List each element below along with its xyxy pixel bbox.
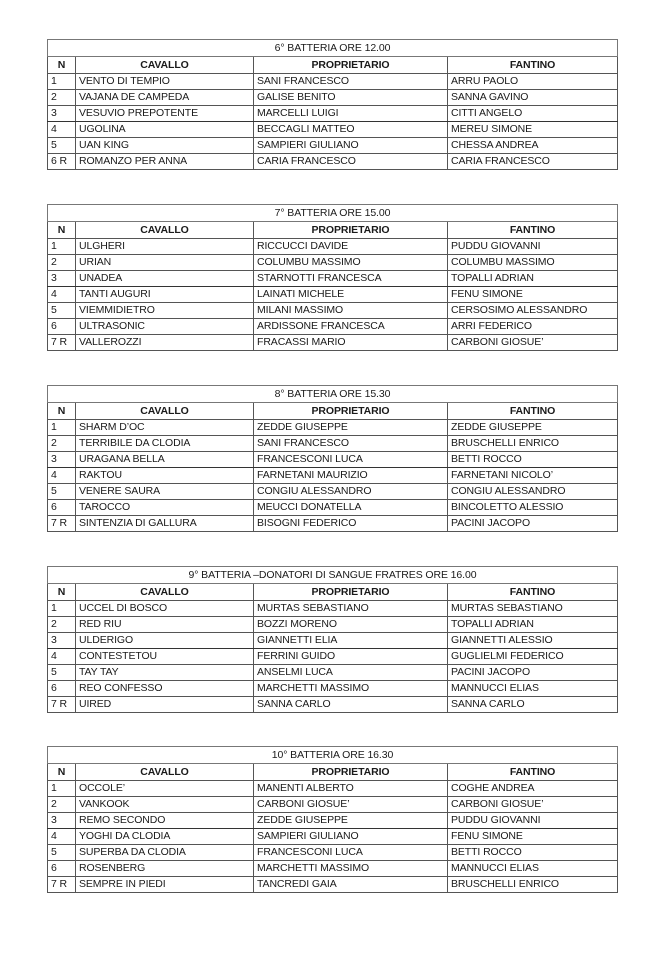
cell-cavallo: VALLEROZZI <box>76 335 254 351</box>
cell-proprietario: MILANI MASSIMO <box>254 303 448 319</box>
heat-rows <box>48 239 618 351</box>
cell-n: 5 <box>48 845 76 861</box>
table-row <box>48 303 618 319</box>
column-header-row <box>48 403 618 420</box>
table-row <box>48 154 618 170</box>
column-header-n: N <box>48 403 76 420</box>
table-row <box>48 74 618 90</box>
cell-fantino: SANNA GAVINO <box>448 90 618 106</box>
cell-fantino: CARBONI GIOSUE’ <box>448 335 618 351</box>
cell-cavallo: VANKOOK <box>76 797 254 813</box>
cell-fantino: BETTI ROCCO <box>448 845 618 861</box>
cell-cavallo: URAGANA BELLA <box>76 452 254 468</box>
cell-cavallo: TANTI AUGURI <box>76 287 254 303</box>
cell-proprietario: FRANCESCONI LUCA <box>254 845 448 861</box>
cell-proprietario: CARIA FRANCESCO <box>254 154 448 170</box>
cell-proprietario: FARNETANI MAURIZIO <box>254 468 448 484</box>
cell-cavallo: RAKTOU <box>76 468 254 484</box>
cell-cavallo: UGOLINA <box>76 122 254 138</box>
table-row <box>48 335 618 351</box>
cell-proprietario: LAINATI MICHELE <box>254 287 448 303</box>
column-header-fantino: FANTINO <box>448 222 618 239</box>
cell-fantino: MANNUCCI ELIAS <box>448 681 618 697</box>
cell-proprietario: SANI FRANCESCO <box>254 436 448 452</box>
cell-n: 2 <box>48 436 76 452</box>
cell-proprietario: SANNA CARLO <box>254 697 448 713</box>
cell-fantino: ZEDDE GIUSEPPE <box>448 420 618 436</box>
column-header-n: N <box>48 584 76 601</box>
cell-n: 6 R <box>48 154 76 170</box>
cell-proprietario: COLUMBU MASSIMO <box>254 255 448 271</box>
column-header-row <box>48 764 618 781</box>
cell-proprietario: TANCREDI GAIA <box>254 877 448 893</box>
table-row <box>48 239 618 255</box>
cell-cavallo: ROMANZO PER ANNA <box>76 154 254 170</box>
cell-fantino: CARIA FRANCESCO <box>448 154 618 170</box>
cell-proprietario: MURTAS SEBASTIANO <box>254 601 448 617</box>
cell-cavallo: VENTO DI TEMPIO <box>76 74 254 90</box>
cell-cavallo: ULTRASONIC <box>76 319 254 335</box>
cell-n: 1 <box>48 239 76 255</box>
cell-fantino: CONGIU ALESSANDRO <box>448 484 618 500</box>
heat-title-row <box>48 567 618 584</box>
cell-fantino: MURTAS SEBASTIANO <box>448 601 618 617</box>
cell-n: 3 <box>48 813 76 829</box>
cell-proprietario: STARNOTTI FRANCESCA <box>254 271 448 287</box>
cell-fantino: CITTI ANGELO <box>448 106 618 122</box>
cell-n: 1 <box>48 601 76 617</box>
cell-fantino: TOPALLI ADRIAN <box>448 617 618 633</box>
cell-fantino: SANNA CARLO <box>448 697 618 713</box>
cell-cavallo: ULGHERI <box>76 239 254 255</box>
cell-fantino: PUDDU GIOVANNI <box>448 239 618 255</box>
cell-n: 3 <box>48 106 76 122</box>
column-header-proprietario: PROPRIETARIO <box>254 222 448 239</box>
table-row <box>48 601 618 617</box>
table-row <box>48 649 618 665</box>
cell-n: 6 <box>48 500 76 516</box>
cell-cavallo: RED RIU <box>76 617 254 633</box>
cell-n: 1 <box>48 781 76 797</box>
cell-n: 6 <box>48 681 76 697</box>
cell-n: 4 <box>48 122 76 138</box>
cell-proprietario: ARDISSONE FRANCESCA <box>254 319 448 335</box>
cell-n: 4 <box>48 287 76 303</box>
heat-table-3 <box>47 385 618 532</box>
heat-table-5 <box>47 746 618 893</box>
table-row <box>48 484 618 500</box>
cell-n: 3 <box>48 633 76 649</box>
cell-cavallo: CONTESTETOU <box>76 649 254 665</box>
cell-proprietario: ANSELMI LUCA <box>254 665 448 681</box>
cell-cavallo: REO CONFESSO <box>76 681 254 697</box>
cell-cavallo: URIAN <box>76 255 254 271</box>
column-header-fantino: FANTINO <box>448 764 618 781</box>
column-header-proprietario: PROPRIETARIO <box>254 403 448 420</box>
table-row <box>48 681 618 697</box>
table-row <box>48 861 618 877</box>
cell-cavallo: UAN KING <box>76 138 254 154</box>
cell-cavallo: TAROCCO <box>76 500 254 516</box>
cell-n: 5 <box>48 665 76 681</box>
column-header-fantino: FANTINO <box>448 584 618 601</box>
cell-proprietario: BISOGNI FEDERICO <box>254 516 448 532</box>
cell-cavallo: SHARM D’OC <box>76 420 254 436</box>
cell-fantino: ARRI FEDERICO <box>448 319 618 335</box>
column-header-row <box>48 584 618 601</box>
cell-cavallo: SEMPRE IN PIEDI <box>76 877 254 893</box>
column-header-row <box>48 57 618 74</box>
table-row <box>48 500 618 516</box>
heat-title-row <box>48 747 618 764</box>
heat-rows <box>48 601 618 713</box>
heat-rows <box>48 781 618 893</box>
cell-cavallo: TAY TAY <box>76 665 254 681</box>
cell-proprietario: CARBONI GIOSUE’ <box>254 797 448 813</box>
table-row <box>48 90 618 106</box>
cell-cavallo: YOGHI DA CLODIA <box>76 829 254 845</box>
column-header-cavallo: CAVALLO <box>76 764 254 781</box>
cell-fantino: BETTI ROCCO <box>448 452 618 468</box>
cell-cavallo: UIRED <box>76 697 254 713</box>
cell-proprietario: SAMPIERI GIULIANO <box>254 138 448 154</box>
cell-fantino: CHESSA ANDREA <box>448 138 618 154</box>
column-header-cavallo: CAVALLO <box>76 57 254 74</box>
cell-n: 1 <box>48 74 76 90</box>
cell-cavallo: OCCOLE’ <box>76 781 254 797</box>
cell-cavallo: ULDERIGO <box>76 633 254 649</box>
cell-fantino: BINCOLETTO ALESSIO <box>448 500 618 516</box>
cell-n: 2 <box>48 255 76 271</box>
table-row <box>48 617 618 633</box>
cell-fantino: FENU SIMONE <box>448 287 618 303</box>
table-row <box>48 468 618 484</box>
cell-proprietario: BECCAGLI MATTEO <box>254 122 448 138</box>
cell-proprietario: FRANCESCONI LUCA <box>254 452 448 468</box>
cell-proprietario: FERRINI GUIDO <box>254 649 448 665</box>
cell-proprietario: ZEDDE GIUSEPPE <box>254 813 448 829</box>
column-header-n: N <box>48 222 76 239</box>
cell-fantino: FENU SIMONE <box>448 829 618 845</box>
column-header-row <box>48 222 618 239</box>
table-row <box>48 877 618 893</box>
cell-cavallo: UNADEA <box>76 271 254 287</box>
table-row <box>48 845 618 861</box>
table-row <box>48 255 618 271</box>
cell-proprietario: FRACASSI MARIO <box>254 335 448 351</box>
cell-proprietario: GALISE BENITO <box>254 90 448 106</box>
heat-title: 8° BATTERIA ORE 15.30 <box>48 386 618 403</box>
table-row <box>48 697 618 713</box>
cell-n: 2 <box>48 90 76 106</box>
cell-n: 7 R <box>48 516 76 532</box>
cell-proprietario: ZEDDE GIUSEPPE <box>254 420 448 436</box>
heat-title-row <box>48 386 618 403</box>
cell-cavallo: SINTENZIA DI GALLURA <box>76 516 254 532</box>
cell-fantino: ARRU PAOLO <box>448 74 618 90</box>
cell-fantino: CARBONI GIOSUE’ <box>448 797 618 813</box>
heat-title-row <box>48 40 618 57</box>
cell-fantino: COLUMBU MASSIMO <box>448 255 618 271</box>
table-row <box>48 665 618 681</box>
cell-n: 6 <box>48 319 76 335</box>
heat-table-1 <box>47 39 618 170</box>
column-header-cavallo: CAVALLO <box>76 403 254 420</box>
cell-fantino: MEREU SIMONE <box>448 122 618 138</box>
cell-n: 4 <box>48 468 76 484</box>
cell-n: 5 <box>48 484 76 500</box>
column-header-fantino: FANTINO <box>448 57 618 74</box>
cell-n: 6 <box>48 861 76 877</box>
column-header-proprietario: PROPRIETARIO <box>254 57 448 74</box>
cell-fantino: MANNUCCI ELIAS <box>448 861 618 877</box>
table-row <box>48 122 618 138</box>
heat-title: 6° BATTERIA ORE 12.00 <box>48 40 618 57</box>
cell-cavallo: SUPERBA DA CLODIA <box>76 845 254 861</box>
cell-fantino: BRUSCHELLI ENRICO <box>448 436 618 452</box>
cell-cavallo: VAJANA DE CAMPEDA <box>76 90 254 106</box>
cell-fantino: FARNETANI NICOLO’ <box>448 468 618 484</box>
heat-table-2 <box>47 204 618 351</box>
cell-n: 7 R <box>48 335 76 351</box>
cell-proprietario: BOZZI MORENO <box>254 617 448 633</box>
cell-cavallo: TERRIBILE DA CLODIA <box>76 436 254 452</box>
table-row <box>48 420 618 436</box>
heat-rows <box>48 420 618 532</box>
cell-fantino: PUDDU GIOVANNI <box>448 813 618 829</box>
table-row <box>48 829 618 845</box>
cell-cavallo: VESUVIO PREPOTENTE <box>76 106 254 122</box>
cell-n: 5 <box>48 138 76 154</box>
cell-proprietario: RICCUCCI DAVIDE <box>254 239 448 255</box>
cell-proprietario: SANI FRANCESCO <box>254 74 448 90</box>
cell-fantino: BRUSCHELLI ENRICO <box>448 877 618 893</box>
cell-fantino: GIANNETTI ALESSIO <box>448 633 618 649</box>
cell-cavallo: VIEMMIDIETRO <box>76 303 254 319</box>
cell-proprietario: CONGIU ALESSANDRO <box>254 484 448 500</box>
table-row <box>48 781 618 797</box>
cell-proprietario: MANENTI ALBERTO <box>254 781 448 797</box>
cell-n: 4 <box>48 649 76 665</box>
cell-n: 4 <box>48 829 76 845</box>
cell-fantino: GUGLIELMI FEDERICO <box>448 649 618 665</box>
cell-fantino: TOPALLI ADRIAN <box>448 271 618 287</box>
table-row <box>48 436 618 452</box>
cell-n: 7 R <box>48 697 76 713</box>
column-header-n: N <box>48 764 76 781</box>
column-header-n: N <box>48 57 76 74</box>
table-row <box>48 452 618 468</box>
cell-fantino: CERSOSIMO ALESSANDRO <box>448 303 618 319</box>
heat-title-row <box>48 205 618 222</box>
heat-title: 9° BATTERIA –DONATORI DI SANGUE FRATRES ORE 16.00 <box>48 567 618 584</box>
table-row <box>48 138 618 154</box>
table-row <box>48 271 618 287</box>
cell-n: 2 <box>48 797 76 813</box>
heat-table-4 <box>47 566 618 713</box>
column-header-proprietario: PROPRIETARIO <box>254 584 448 601</box>
cell-n: 1 <box>48 420 76 436</box>
heat-title: 10° BATTERIA ORE 16.30 <box>48 747 618 764</box>
table-row <box>48 813 618 829</box>
cell-proprietario: GIANNETTI ELIA <box>254 633 448 649</box>
table-row <box>48 106 618 122</box>
cell-proprietario: SAMPIERI GIULIANO <box>254 829 448 845</box>
column-header-cavallo: CAVALLO <box>76 222 254 239</box>
cell-n: 3 <box>48 271 76 287</box>
heat-rows <box>48 74 618 170</box>
cell-proprietario: MARCELLI LUIGI <box>254 106 448 122</box>
column-header-cavallo: CAVALLO <box>76 584 254 601</box>
cell-proprietario: MEUCCI DONATELLA <box>254 500 448 516</box>
cell-cavallo: REMO SECONDO <box>76 813 254 829</box>
cell-cavallo: ROSENBERG <box>76 861 254 877</box>
table-row <box>48 319 618 335</box>
cell-fantino: PACINI JACOPO <box>448 516 618 532</box>
cell-proprietario: MARCHETTI MASSIMO <box>254 681 448 697</box>
cell-n: 3 <box>48 452 76 468</box>
table-row <box>48 287 618 303</box>
cell-fantino: COGHE ANDREA <box>448 781 618 797</box>
cell-proprietario: MARCHETTI MASSIMO <box>254 861 448 877</box>
cell-cavallo: UCCEL DI BOSCO <box>76 601 254 617</box>
table-row <box>48 633 618 649</box>
column-header-proprietario: PROPRIETARIO <box>254 764 448 781</box>
heat-title: 7° BATTERIA ORE 15.00 <box>48 205 618 222</box>
table-row <box>48 516 618 532</box>
cell-n: 2 <box>48 617 76 633</box>
cell-n: 7 R <box>48 877 76 893</box>
cell-n: 5 <box>48 303 76 319</box>
cell-cavallo: VENERE SAURA <box>76 484 254 500</box>
table-row <box>48 797 618 813</box>
column-header-fantino: FANTINO <box>448 403 618 420</box>
cell-fantino: PACINI JACOPO <box>448 665 618 681</box>
